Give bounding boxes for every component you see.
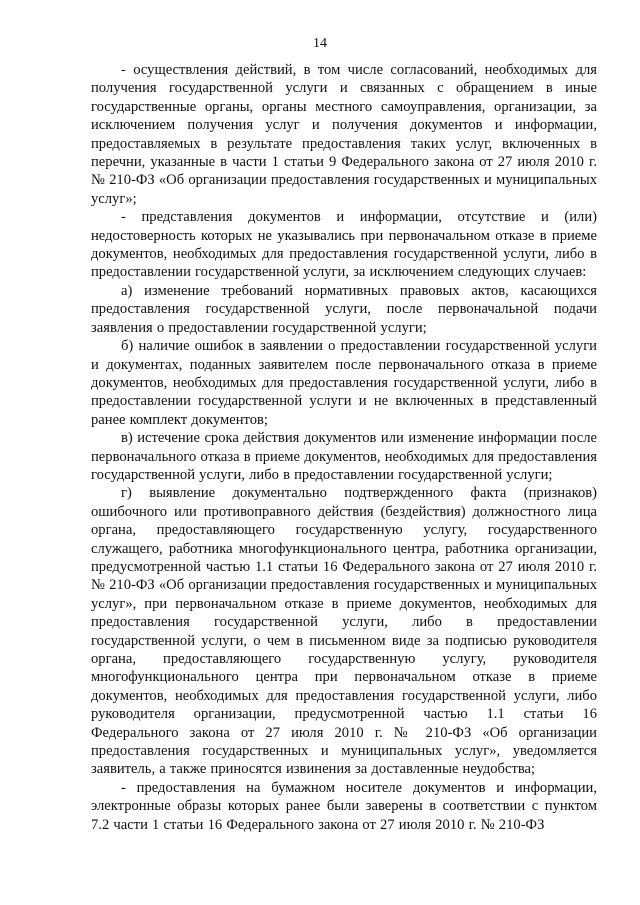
page-number: 14 — [313, 36, 327, 51]
paragraph-case-v: в) истечение срока действия документов или изменение информации после первоначального отказа в приеме документов, необходимых для предоставления государственной услуги, либо в предоставлении государственной услуги; — [91, 430, 597, 483]
paragraph-documents: - представления документов и информации, отсутствие и (или) недостоверность которых не указывались при первоначальном отказе в приеме документов, необходимых для предоставления государственной услуги, либо в предоставлении государственной услуги, за исключением следующих случаев: — [91, 209, 597, 281]
paragraph-case-g: г) выявление документально подтвержденного факта (признаков) ошибочного или противоправного действия (бездействия) должностного лица органа, предоставляющего государственную услугу, государственного служащего, работника многофункционального центра, работника организации, предусмотренной частью 1.1 статьи 16 Федерального закона от 27 июля 2010 г. № 210-ФЗ «Об организации предоставления государственных и муниципальных услуг», при первоначальном отказе в приеме документов, необходимых для предоставления государственной услуги, либо в предоставлении государственной услуги, о чем в письменном виде за подписью руководителя органа, предоставляющего государственную услугу, руководителя многофункционального центра при первоначальном отказе в приеме документов, необходимых для предоставления государственной услуги, либо руководителя организации, предусмотренной частью 1.1 статьи 16 Федерального закона от 27 июля 2010 г. № 210-ФЗ «Об организации предоставления государственных и муниципальных услуг», уведомляется заявитель, а также приносятся извинения за доставленные неудобства; — [91, 485, 597, 778]
body-text — [91, 61, 597, 834]
paragraph-actions: - осуществления действий, в том числе согласований, необходимых для получения государственной услуги и связанных с обращением в иные государственные органы, органы местного самоуправления, организации, за исключением получения услуг и получения документов и информации, предоставляемых в результате предоставления таких услуг, включенных в перечни, указанные в части 1 статьи 9 Федерального закона от 27 июля 2010 г. № 210-ФЗ «Об организации предоставления государственных и муниципальных услуг»; — [91, 62, 597, 207]
paragraph-case-b: б) наличие ошибок в заявлении о предоставлении государственной услуги и документах, поданных заявителем после первоначального отказа в приеме документов, необходимых для предоставления государственной услуги, либо в предоставлении государственной услуги и не включенных в представленный ранее комплект документов; — [91, 338, 597, 428]
paragraph-paper-media: - предоставления на бумажном носителе документов и информации, электронные образы которых ранее были заверены в соответствии с пунктом 7.2 части 1 статьи 16 Федерального закона от 27 июля 2010 г. № 210-ФЗ — [91, 779, 597, 833]
paragraph-case-a: а) изменение требований нормативных правовых актов, касающихся предоставления государственной услуги, после первоначальной подачи заявления о предоставлении государственной услуги; — [91, 282, 597, 336]
